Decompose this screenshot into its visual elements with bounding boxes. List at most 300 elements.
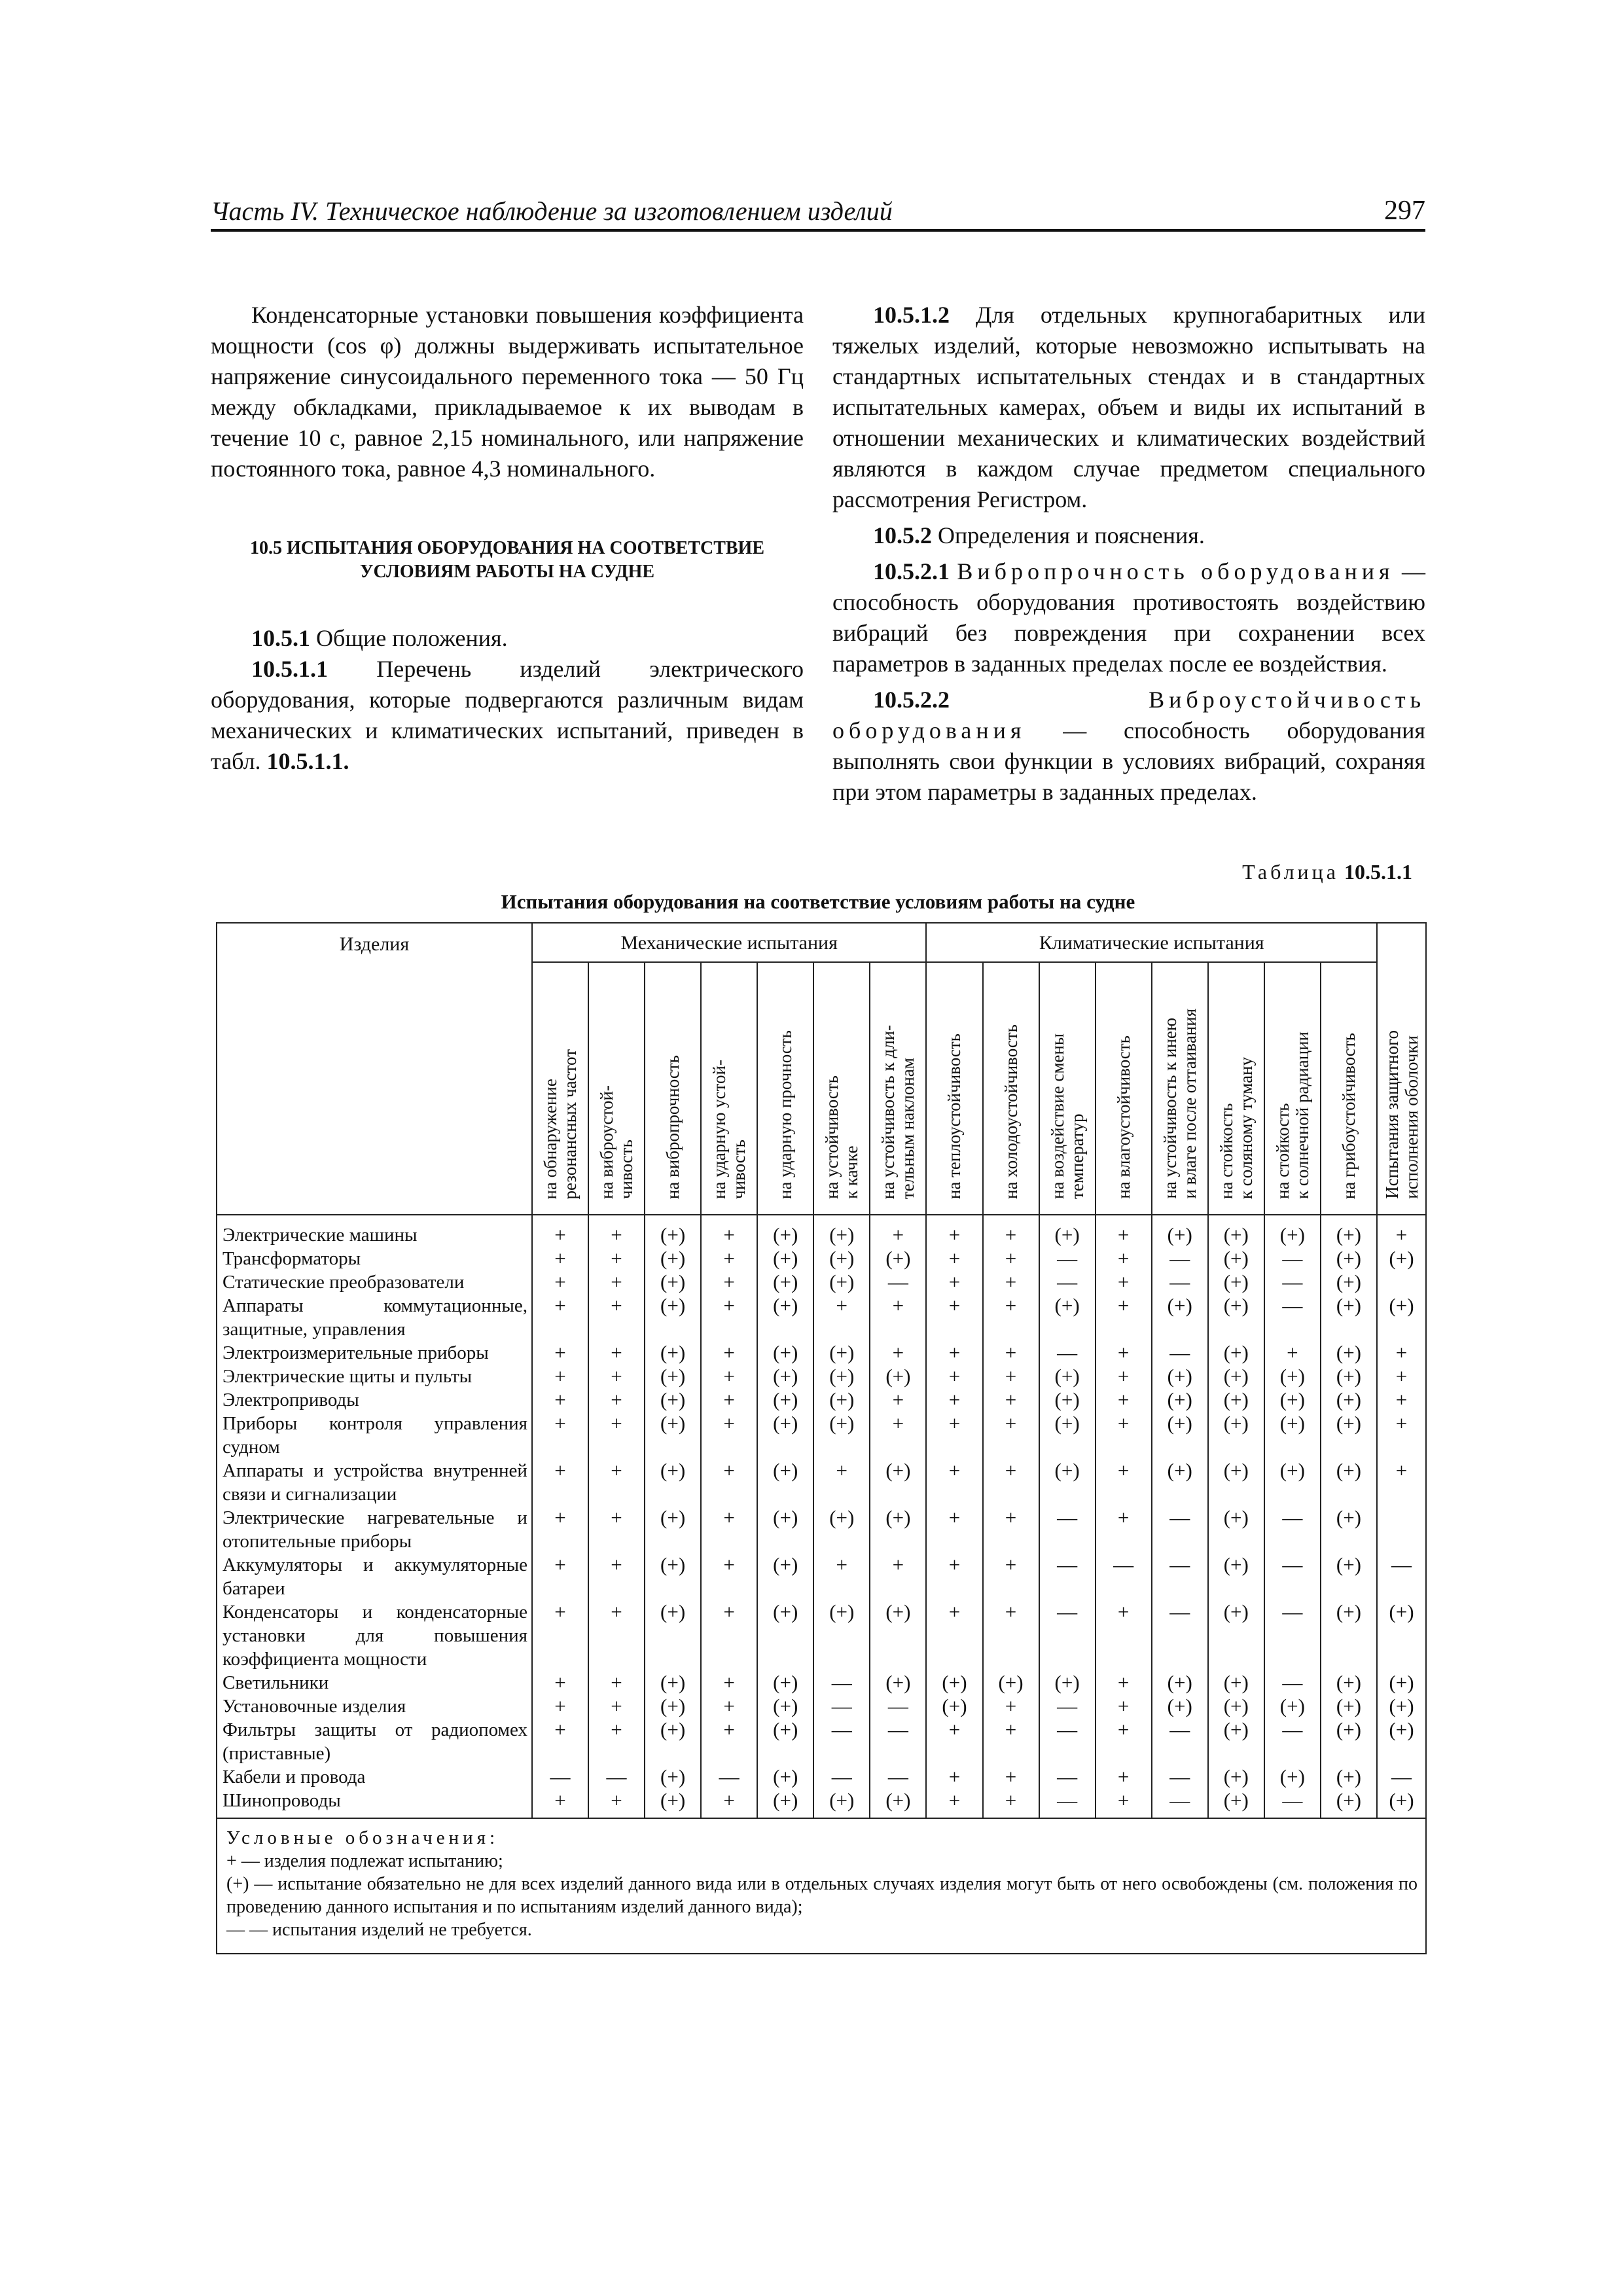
test-mark-cell: + bbox=[1096, 1671, 1152, 1695]
column-header-line: исполнения оболочки bbox=[1401, 1035, 1421, 1199]
test-mark-cell: + bbox=[701, 1671, 757, 1695]
mechanical-tests-header: Механические испытания bbox=[532, 923, 926, 962]
test-mark-cell: (+) bbox=[645, 1270, 701, 1294]
column-header bbox=[1321, 962, 1377, 1215]
test-mark-cell: — bbox=[813, 1765, 870, 1789]
test-mark-cell: + bbox=[983, 1412, 1039, 1459]
test-mark-cell: (+) bbox=[1377, 1247, 1426, 1270]
test-mark-cell: — bbox=[1152, 1600, 1208, 1671]
test-mark-cell: + bbox=[532, 1215, 588, 1247]
test-mark-cell: + bbox=[532, 1365, 588, 1388]
test-mark-cell: + bbox=[926, 1789, 982, 1818]
legend-dash: — — испытания изделий не требуется. bbox=[226, 1920, 532, 1940]
item-name-cell: Кабели и провода bbox=[217, 1765, 532, 1789]
test-mark-cell: (+) bbox=[1208, 1600, 1264, 1671]
table-row bbox=[217, 1270, 1426, 1294]
table-row bbox=[217, 1215, 1426, 1247]
header-rule bbox=[211, 229, 1425, 232]
test-mark-cell: + bbox=[1096, 1412, 1152, 1459]
test-mark-cell: (+) bbox=[1208, 1365, 1264, 1388]
test-mark-cell: + bbox=[588, 1412, 645, 1459]
legend-parenthesized-plus: (+) — испытание обязательно не для всех изделий данного вида или в отдельных случаях изделия могут быть от него освобождены (см. положения по проведению данного испытания и по испытаниям изделий данного вида); bbox=[226, 1874, 1418, 1917]
column-header-line: тельным наклонам bbox=[898, 1057, 918, 1199]
test-mark-cell: (+) bbox=[645, 1600, 701, 1671]
test-mark-cell: (+) bbox=[1208, 1247, 1264, 1270]
test-mark-cell: + bbox=[983, 1765, 1039, 1789]
test-mark-cell: + bbox=[588, 1341, 645, 1365]
test-mark-cell: + bbox=[701, 1294, 757, 1341]
column-header-line: к качке bbox=[842, 1145, 862, 1199]
test-mark-cell: (+) bbox=[1039, 1215, 1096, 1247]
test-mark-cell: + bbox=[983, 1294, 1039, 1341]
test-mark-cell: (+) bbox=[645, 1553, 701, 1600]
test-mark-cell: (+) bbox=[1208, 1412, 1264, 1459]
column-header-text bbox=[663, 1049, 683, 1208]
test-mark-cell: (+) bbox=[757, 1459, 813, 1506]
test-mark-cell: — bbox=[813, 1695, 870, 1718]
test-mark-cell: + bbox=[983, 1789, 1039, 1818]
test-mark-cell: + bbox=[983, 1365, 1039, 1388]
column-header-text bbox=[541, 1043, 580, 1208]
test-mark-cell: (+) bbox=[1321, 1506, 1377, 1553]
table-row bbox=[217, 1294, 1426, 1341]
test-mark-cell: + bbox=[1264, 1341, 1321, 1365]
test-mark-cell: + bbox=[1377, 1365, 1426, 1388]
column-header bbox=[1264, 962, 1321, 1215]
test-mark-cell: + bbox=[983, 1388, 1039, 1412]
test-mark-cell: (+) bbox=[1208, 1553, 1264, 1600]
test-mark-cell: (+) bbox=[870, 1506, 926, 1553]
test-mark-cell: (+) bbox=[757, 1789, 813, 1818]
test-mark-cell: (+) bbox=[870, 1671, 926, 1695]
table-row bbox=[217, 1506, 1426, 1553]
test-mark-cell: + bbox=[588, 1506, 645, 1553]
table-row bbox=[217, 1765, 1426, 1789]
column-header-text bbox=[1217, 1050, 1256, 1208]
test-mark-cell: + bbox=[1096, 1506, 1152, 1553]
test-mark-cell: — bbox=[1264, 1671, 1321, 1695]
test-mark-cell: (+) bbox=[813, 1789, 870, 1818]
legend-plus: + — изделия подлежат испытанию; bbox=[226, 1851, 503, 1871]
test-mark-cell: + bbox=[701, 1506, 757, 1553]
paragraph-number: 10.5.1.2 bbox=[873, 302, 950, 328]
test-mark-cell: — bbox=[532, 1765, 588, 1789]
test-mark-cell: (+) bbox=[1152, 1294, 1208, 1341]
test-mark-cell: + bbox=[983, 1341, 1039, 1365]
test-mark-cell bbox=[1377, 1506, 1426, 1553]
test-mark-cell: + bbox=[1096, 1247, 1152, 1270]
test-mark-cell: (+) bbox=[757, 1718, 813, 1765]
column-header-line: на вибропрочность bbox=[663, 1054, 683, 1199]
test-mark-cell: (+) bbox=[1321, 1270, 1377, 1294]
test-mark-cell: (+) bbox=[1321, 1341, 1377, 1365]
test-mark-cell: (+) bbox=[1321, 1600, 1377, 1671]
column-header bbox=[588, 962, 645, 1215]
item-name-cell: Светильники bbox=[217, 1671, 532, 1695]
item-name-cell: Приборы контроля управления судном bbox=[217, 1412, 532, 1459]
test-mark-cell: — bbox=[813, 1718, 870, 1765]
test-mark-cell: (+) bbox=[870, 1459, 926, 1506]
test-mark-cell: + bbox=[588, 1294, 645, 1341]
test-mark-cell: (+) bbox=[1321, 1412, 1377, 1459]
test-mark-cell: + bbox=[588, 1247, 645, 1270]
test-mark-cell: + bbox=[588, 1215, 645, 1247]
test-mark-cell: (+) bbox=[757, 1553, 813, 1600]
test-mark-cell: + bbox=[926, 1412, 982, 1459]
test-mark-cell: + bbox=[532, 1553, 588, 1600]
item-name-cell: Электрические машины bbox=[217, 1215, 532, 1247]
test-mark-cell: (+) bbox=[1039, 1459, 1096, 1506]
column-header-line: и влаге после оттаивания bbox=[1179, 1009, 1200, 1199]
test-mark-cell: (+) bbox=[757, 1341, 813, 1365]
test-mark-cell: + bbox=[983, 1695, 1039, 1718]
test-mark-cell: + bbox=[1096, 1718, 1152, 1765]
test-mark-cell: (+) bbox=[813, 1215, 870, 1247]
intro-paragraph: Конденсаторные установки повышения коэффициента мощности (cos φ) должны выдерживать испытательное напряжение синусоидального переменного тока — 50 Гц между обкладками, прикладываемое к их выводам в течение 10 с, равное 2,15 номинального, или напряжение постоянного тока, равное 4,3 номинального. bbox=[211, 302, 804, 482]
test-mark-cell: (+) bbox=[870, 1600, 926, 1671]
column-header-line: чивость bbox=[729, 1139, 749, 1199]
table-row bbox=[217, 1553, 1426, 1600]
column-header-line: на холодоустойчивость bbox=[1001, 1024, 1021, 1199]
test-mark-cell bbox=[1377, 1270, 1426, 1294]
paragraph-number: 10.5.2.1 bbox=[873, 558, 950, 584]
test-mark-cell: (+) bbox=[1264, 1388, 1321, 1412]
test-mark-cell: (+) bbox=[1152, 1388, 1208, 1412]
test-mark-cell: + bbox=[926, 1247, 982, 1270]
test-mark-cell: (+) bbox=[1377, 1718, 1426, 1765]
section-number: 10.5.2 bbox=[873, 522, 932, 548]
test-mark-cell: + bbox=[926, 1459, 982, 1506]
test-mark-cell: + bbox=[870, 1294, 926, 1341]
column-header-line: к солнечной радиации bbox=[1292, 1031, 1312, 1199]
test-mark-cell: + bbox=[983, 1215, 1039, 1247]
test-mark-cell: + bbox=[870, 1215, 926, 1247]
test-mark-cell: (+) bbox=[1039, 1388, 1096, 1412]
item-name-cell: Фильтры защиты от радиопомех (приставные) bbox=[217, 1718, 532, 1765]
test-mark-cell: (+) bbox=[813, 1388, 870, 1412]
test-mark-cell: (+) bbox=[813, 1341, 870, 1365]
column-header bbox=[701, 962, 757, 1215]
test-mark-cell: + bbox=[1096, 1341, 1152, 1365]
paragraph-text: — способность оборудования выполнять свои функции в условиях вибраций, сохраняя при этом параметры в заданных пределах. bbox=[832, 717, 1425, 805]
climatic-tests-header: Климатические испытания bbox=[926, 923, 1377, 962]
test-mark-cell: + bbox=[813, 1553, 870, 1600]
section-heading: 10.5 ИСПЫТАНИЯ ОБОРУДОВАНИЯ НА СООТВЕТСТВИЕ УСЛОВИЯМ РАБОТЫ НА СУДНЕ bbox=[249, 538, 765, 582]
test-mark-cell: + bbox=[701, 1695, 757, 1718]
test-mark-cell: + bbox=[926, 1215, 982, 1247]
test-mark-cell: — bbox=[1264, 1553, 1321, 1600]
test-mark-cell: — bbox=[1152, 1789, 1208, 1818]
test-mark-cell: (+) bbox=[1264, 1365, 1321, 1388]
column-header-line: к соляному туману bbox=[1236, 1056, 1256, 1199]
test-mark-cell: — bbox=[1264, 1506, 1321, 1553]
column-header-line: на устойчивость к инею bbox=[1160, 1018, 1180, 1199]
test-mark-cell: — bbox=[1152, 1765, 1208, 1789]
test-mark-cell: (+) bbox=[1321, 1553, 1377, 1600]
column-header bbox=[1208, 962, 1264, 1215]
test-mark-cell: (+) bbox=[1039, 1412, 1096, 1459]
test-mark-cell: (+) bbox=[926, 1671, 982, 1695]
test-mark-cell: (+) bbox=[757, 1600, 813, 1671]
item-name-cell: Аппараты коммутационные, защитные, управления bbox=[217, 1294, 532, 1341]
column-header-line: на теплоустойчивость bbox=[944, 1033, 965, 1199]
test-mark-cell: + bbox=[532, 1506, 588, 1553]
test-mark-cell: + bbox=[1377, 1412, 1426, 1459]
test-mark-cell: (+) bbox=[757, 1412, 813, 1459]
test-mark-cell: + bbox=[1096, 1365, 1152, 1388]
test-mark-cell: + bbox=[926, 1294, 982, 1341]
right-column bbox=[832, 300, 1425, 808]
item-name-cell: Установочные изделия bbox=[217, 1695, 532, 1718]
test-mark-cell: (+) bbox=[870, 1247, 926, 1270]
column-header-line: на ударную устой- bbox=[709, 1060, 730, 1199]
test-mark-cell: + bbox=[588, 1388, 645, 1412]
items-header: Изделия bbox=[217, 923, 532, 1215]
table-row bbox=[217, 1695, 1426, 1718]
table-row bbox=[217, 1341, 1426, 1365]
test-mark-cell: (+) bbox=[1208, 1765, 1264, 1789]
tests-table bbox=[216, 922, 1427, 1819]
test-mark-cell: (+) bbox=[645, 1671, 701, 1695]
defined-term: Виброустойчивость оборудования bbox=[832, 687, 1425, 744]
test-mark-cell: — bbox=[1377, 1765, 1426, 1789]
test-mark-cell: (+) bbox=[1039, 1365, 1096, 1388]
test-mark-cell: (+) bbox=[645, 1388, 701, 1412]
column-header-text bbox=[597, 1079, 636, 1208]
test-mark-cell: (+) bbox=[645, 1341, 701, 1365]
column-header-text bbox=[1339, 1026, 1359, 1208]
test-mark-cell: (+) bbox=[813, 1270, 870, 1294]
table-row bbox=[217, 1459, 1426, 1506]
test-mark-cell: (+) bbox=[1152, 1215, 1208, 1247]
test-mark-cell: + bbox=[588, 1671, 645, 1695]
test-mark-cell: (+) bbox=[1152, 1412, 1208, 1459]
test-mark-cell: + bbox=[926, 1270, 982, 1294]
column-header-line: на устойчивость к дли- bbox=[878, 1024, 899, 1199]
test-mark-cell: (+) bbox=[1208, 1506, 1264, 1553]
test-mark-cell: + bbox=[870, 1341, 926, 1365]
test-mark-cell: (+) bbox=[757, 1765, 813, 1789]
item-name-cell: Шинопроводы bbox=[217, 1789, 532, 1818]
test-mark-cell: — bbox=[1039, 1247, 1096, 1270]
test-mark-cell: (+) bbox=[870, 1789, 926, 1818]
column-header bbox=[757, 962, 813, 1215]
test-mark-cell: + bbox=[532, 1247, 588, 1270]
test-mark-cell: + bbox=[926, 1341, 982, 1365]
test-mark-cell: — bbox=[1152, 1553, 1208, 1600]
test-mark-cell: — bbox=[1039, 1789, 1096, 1818]
page-number: 297 bbox=[1384, 196, 1425, 226]
table-row bbox=[217, 1718, 1426, 1765]
test-mark-cell: — bbox=[870, 1695, 926, 1718]
test-mark-cell: (+) bbox=[1377, 1789, 1426, 1818]
test-mark-cell: (+) bbox=[1208, 1294, 1264, 1341]
paragraph-text: Перечень изделий электрического оборудования, которые подвергаются различным видам механических и климатических испытаний, приведен в табл. bbox=[211, 656, 804, 774]
test-mark-cell: + bbox=[1096, 1459, 1152, 1506]
test-mark-cell: (+) bbox=[1039, 1671, 1096, 1695]
test-mark-cell: (+) bbox=[1321, 1718, 1377, 1765]
item-name-cell: Трансформаторы bbox=[217, 1247, 532, 1270]
column-header bbox=[926, 962, 982, 1215]
test-mark-cell: — bbox=[1152, 1247, 1208, 1270]
test-mark-cell: + bbox=[926, 1718, 982, 1765]
test-mark-cell: + bbox=[870, 1553, 926, 1600]
column-header-text bbox=[944, 1027, 964, 1208]
test-mark-cell: — bbox=[1039, 1600, 1096, 1671]
test-mark-cell: + bbox=[926, 1765, 982, 1789]
test-mark-cell: + bbox=[983, 1553, 1039, 1600]
column-header-text bbox=[1114, 1029, 1133, 1208]
test-mark-cell: — bbox=[870, 1718, 926, 1765]
test-mark-cell: (+) bbox=[813, 1365, 870, 1388]
test-mark-cell: (+) bbox=[1264, 1695, 1321, 1718]
table-number-value: 10.5.1.1 bbox=[1344, 860, 1412, 884]
test-mark-cell: (+) bbox=[1208, 1459, 1264, 1506]
table-number bbox=[1242, 860, 1412, 884]
test-mark-cell: + bbox=[701, 1341, 757, 1365]
item-name-cell: Электроприводы bbox=[217, 1388, 532, 1412]
table-row bbox=[217, 1412, 1426, 1459]
test-mark-cell: + bbox=[588, 1270, 645, 1294]
test-mark-cell: — bbox=[701, 1765, 757, 1789]
test-mark-cell: (+) bbox=[1264, 1765, 1321, 1789]
test-mark-cell: + bbox=[813, 1294, 870, 1341]
test-mark-cell: + bbox=[1096, 1789, 1152, 1818]
column-header bbox=[1039, 962, 1096, 1215]
item-name-cell: Электрические щиты и пульты bbox=[217, 1365, 532, 1388]
item-name-cell: Статические преобразователи bbox=[217, 1270, 532, 1294]
test-mark-cell: + bbox=[926, 1600, 982, 1671]
column-header-line: температур bbox=[1067, 1113, 1087, 1199]
test-mark-cell: + bbox=[1377, 1459, 1426, 1506]
column-header bbox=[1152, 962, 1208, 1215]
test-mark-cell: + bbox=[813, 1459, 870, 1506]
test-mark-cell: (+) bbox=[1152, 1671, 1208, 1695]
test-mark-cell: (+) bbox=[1208, 1215, 1264, 1247]
test-mark-cell: (+) bbox=[813, 1247, 870, 1270]
test-mark-cell: (+) bbox=[1208, 1695, 1264, 1718]
test-mark-cell: (+) bbox=[645, 1365, 701, 1388]
test-mark-cell: (+) bbox=[1321, 1765, 1377, 1789]
paragraph-text: Для отдельных крупногабаритных или тяжелых изделий, которые невозможно испытывать на стандартных испытательных стендах и в стандартных испытательных камерах, объем и виды их испытаний в отношении механических и климатических воздействий являются в каждом случае предметом специального рассмотрения Регистром. bbox=[832, 302, 1426, 512]
test-mark-cell: + bbox=[1096, 1600, 1152, 1671]
test-mark-cell: + bbox=[701, 1553, 757, 1600]
test-mark-cell: (+) bbox=[1321, 1459, 1377, 1506]
test-mark-cell: (+) bbox=[757, 1247, 813, 1270]
test-mark-cell: — bbox=[1264, 1294, 1321, 1341]
test-mark-cell: + bbox=[701, 1412, 757, 1459]
test-mark-cell: (+) bbox=[1321, 1695, 1377, 1718]
column-header-line: чивость bbox=[616, 1139, 637, 1199]
column-header bbox=[1377, 923, 1426, 1215]
test-mark-cell: (+) bbox=[757, 1671, 813, 1695]
test-mark-cell: — bbox=[813, 1671, 870, 1695]
column-header-text bbox=[1001, 1018, 1021, 1208]
test-mark-cell: (+) bbox=[1377, 1671, 1426, 1695]
test-mark-cell: (+) bbox=[757, 1506, 813, 1553]
table-row bbox=[217, 1247, 1426, 1270]
test-mark-cell: + bbox=[1096, 1294, 1152, 1341]
test-mark-cell: + bbox=[701, 1365, 757, 1388]
running-header-title: Часть IV. Техническое наблюдение за изготовлением изделий bbox=[211, 196, 893, 226]
test-mark-cell: — bbox=[1039, 1695, 1096, 1718]
test-mark-cell: + bbox=[1377, 1215, 1426, 1247]
test-mark-cell: (+) bbox=[1377, 1294, 1426, 1341]
test-mark-cell: + bbox=[926, 1388, 982, 1412]
test-mark-cell: + bbox=[532, 1294, 588, 1341]
test-mark-cell: (+) bbox=[1264, 1215, 1321, 1247]
test-mark-cell: + bbox=[588, 1695, 645, 1718]
test-mark-cell: (+) bbox=[645, 1765, 701, 1789]
paragraph-10-5-2-2 bbox=[832, 685, 1425, 808]
test-mark-cell: — bbox=[1152, 1341, 1208, 1365]
test-mark-cell: (+) bbox=[1208, 1270, 1264, 1294]
test-mark-cell: + bbox=[1096, 1215, 1152, 1247]
test-mark-cell: (+) bbox=[757, 1388, 813, 1412]
test-mark-cell: (+) bbox=[645, 1215, 701, 1247]
paragraph-text: — способность оборудования противостоять воздействию вибраций без повреждения при сохранении всех параметров в заданных пределах после ее воздействия. bbox=[832, 558, 1426, 677]
column-header-text bbox=[776, 1024, 795, 1208]
column-header-line: Испытания защитного bbox=[1382, 1030, 1402, 1199]
test-mark-cell: — bbox=[1152, 1506, 1208, 1553]
left-column bbox=[211, 300, 804, 777]
test-mark-cell: (+) bbox=[645, 1459, 701, 1506]
test-mark-cell: + bbox=[588, 1789, 645, 1818]
test-mark-cell: — bbox=[1152, 1718, 1208, 1765]
table-number-label: Таблица bbox=[1242, 860, 1339, 884]
test-mark-cell: (+) bbox=[757, 1294, 813, 1341]
column-header-line: на воздействие смены bbox=[1047, 1033, 1067, 1199]
table-row bbox=[217, 1365, 1426, 1388]
column-header-text bbox=[822, 1069, 861, 1208]
column-header-line: на стойкость bbox=[1216, 1103, 1236, 1199]
section-title: Определения и пояснения. bbox=[938, 522, 1205, 548]
test-mark-cell: + bbox=[701, 1718, 757, 1765]
column-header-text bbox=[1273, 1025, 1312, 1208]
defined-term: Вибропрочность оборудования bbox=[957, 558, 1395, 584]
test-mark-cell: + bbox=[701, 1459, 757, 1506]
test-mark-cell: + bbox=[532, 1459, 588, 1506]
test-mark-cell: (+) bbox=[1208, 1718, 1264, 1765]
test-mark-cell: (+) bbox=[1321, 1294, 1377, 1341]
test-mark-cell: — bbox=[1264, 1600, 1321, 1671]
test-mark-cell: + bbox=[532, 1388, 588, 1412]
test-mark-cell: (+) bbox=[870, 1365, 926, 1388]
column-header-line: на стойкость bbox=[1272, 1103, 1293, 1199]
test-mark-cell: + bbox=[983, 1270, 1039, 1294]
test-mark-cell: (+) bbox=[1264, 1459, 1321, 1506]
column-header-line: на виброустой- bbox=[597, 1085, 617, 1199]
table-row bbox=[217, 1388, 1426, 1412]
test-mark-cell: (+) bbox=[1152, 1459, 1208, 1506]
test-mark-cell: + bbox=[926, 1365, 982, 1388]
test-mark-cell: + bbox=[532, 1718, 588, 1765]
table-reference: 10.5.1.1. bbox=[266, 748, 349, 774]
paragraph-10-5-2-1 bbox=[832, 556, 1425, 679]
column-header bbox=[645, 962, 701, 1215]
test-mark-cell: + bbox=[983, 1718, 1039, 1765]
item-name-cell: Аккумуляторы и аккумуляторные батареи bbox=[217, 1553, 532, 1600]
test-mark-cell: + bbox=[1096, 1270, 1152, 1294]
test-mark-cell: — bbox=[1264, 1789, 1321, 1818]
test-mark-cell: + bbox=[983, 1600, 1039, 1671]
running-header bbox=[211, 194, 1425, 232]
test-mark-cell: + bbox=[588, 1365, 645, 1388]
test-mark-cell: (+) bbox=[813, 1506, 870, 1553]
column-header-text bbox=[709, 1053, 749, 1208]
test-mark-cell: + bbox=[701, 1215, 757, 1247]
test-mark-cell: + bbox=[870, 1388, 926, 1412]
